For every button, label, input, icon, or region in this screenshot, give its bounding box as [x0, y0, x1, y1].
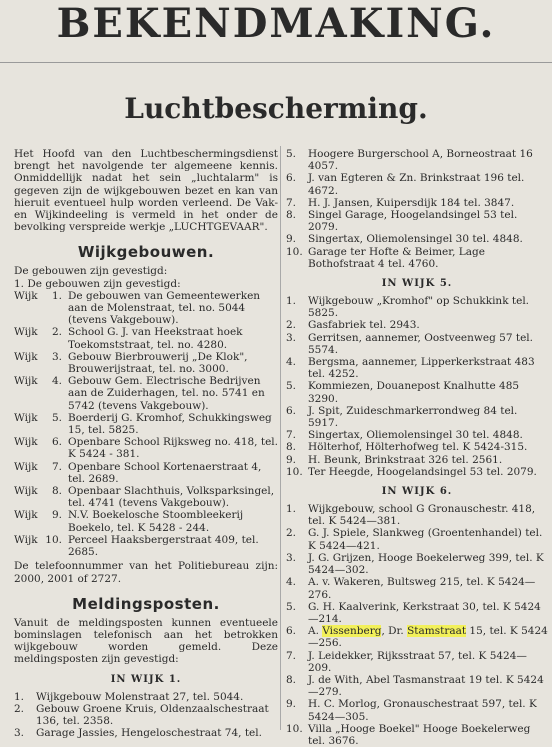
item-text: H. J. Jansen, Kuipersdijk 184 tel. 3847. — [308, 196, 515, 209]
wijk-label: Wijk — [14, 326, 38, 339]
item-text: Singel Garage, Hoogelandsingel 53 tel. 2079. — [308, 209, 518, 234]
item-number: 8. — [286, 673, 297, 686]
item-text: A. Vissenberg, Dr. Stamstraat 15, tel. K 5424—256. — [308, 625, 548, 650]
list-item — [286, 576, 548, 600]
list-item — [286, 503, 548, 527]
item-number: 10. — [286, 245, 303, 258]
item-text: Bergsma, aannemer, Lipperkerkstraat 483 tel. 4252. — [308, 356, 535, 381]
item-text: G. H. Kaalverink, Kerkstraat 30, tel. K 5424—214. — [308, 600, 541, 625]
list-item — [14, 351, 278, 375]
list-item — [286, 625, 548, 649]
item-number: 3. — [14, 727, 25, 740]
list-item — [286, 233, 548, 245]
list-item — [14, 375, 278, 412]
right-column — [286, 148, 548, 747]
item-text: Villa „Hooge Boekel" Hooge Boekelerweg tel. 3676. — [308, 722, 531, 747]
list-item — [14, 290, 278, 327]
meld-intro: Vanuit de meldingsposten kunnen eventueele bominslagen telefonisch aan het betrokken wijkgebouw worden gemeld. Deze meldingsposten zijn gevestigd: — [14, 616, 278, 666]
wijk-label: Wijk — [14, 485, 38, 498]
item-text: Hoogere Burgerschool A, Borneostraat 16 4057. — [308, 148, 533, 173]
item-text: Boerderij G. Kromhof, Schukkingsweg 15, tel. 5825. — [68, 411, 272, 437]
list-item — [286, 723, 548, 747]
list-item — [286, 674, 548, 698]
item-number: 8. — [286, 441, 297, 454]
item-number: 9. — [51, 509, 62, 522]
left-column — [14, 148, 278, 739]
item-text: Openbare School Kortenaerstraat 4, tel. 2689. — [68, 460, 262, 485]
list-item — [286, 429, 548, 441]
column-divider — [280, 146, 281, 730]
list-item — [14, 485, 278, 509]
wijk-label: Wijk — [14, 436, 38, 449]
wijk-intro: De gebouwen zijn gevestigd: — [14, 265, 168, 278]
item-text: School G. J. van Heekstraat hoek Toekomststraat, tel. no. 4280. — [68, 326, 243, 351]
item-text: H. Beunk, Brinkstraat 326 tel. 2561. — [308, 453, 503, 466]
item-number: 6. — [51, 436, 62, 449]
item-text: J. van Egteren & Zn. Brinkstraat 196 tel. 4672. — [308, 172, 525, 197]
list-item — [286, 601, 548, 625]
wijk5-list — [286, 295, 548, 478]
list-item — [286, 319, 548, 331]
list-item — [286, 172, 548, 196]
item-text: Wijkgebouw „Kromhof" op Schukkink tel. 5825. — [308, 295, 530, 320]
item-number: 7. — [286, 649, 297, 662]
in-wijk-6-heading: IN WIJK 6. — [381, 486, 453, 498]
list-item — [14, 509, 278, 533]
list-item — [286, 405, 548, 429]
item-number: 6. — [286, 172, 297, 185]
wijk-label: Wijk — [14, 509, 38, 522]
item-number: 2. — [286, 319, 297, 332]
item-number: 7. — [286, 196, 297, 209]
item-text: Openbare School Rijksweg no. 418, tel. K 5424 - 381. — [68, 436, 278, 461]
item-text: A. v. Wakeren, Bultsweg 215, tel. K 5424—276. — [308, 576, 536, 601]
wijk-label: Wijk — [14, 533, 38, 546]
wijk1-list — [14, 691, 278, 740]
telefoon-text: De telefoonnummer van het Politiebureau zijn: 2000, 2001 of 2727. — [14, 560, 278, 585]
item-text: Wijkgebouw Molenstraat 27, tel. 5044. — [36, 690, 244, 703]
item-number: 1. — [286, 503, 297, 516]
list-item — [286, 197, 548, 209]
item-number: 1. — [14, 690, 25, 703]
wijkgebouwen-heading: Wijkgebouwen. — [77, 243, 215, 262]
item-number: 3. — [286, 551, 297, 564]
wijk-label: Wijk — [14, 350, 38, 363]
in-wijk-5-heading: IN WIJK 5. — [381, 278, 453, 290]
list-item — [14, 436, 278, 460]
item-text: Ter Heegde, Hoogelandsingel 53 tel. 2079. — [308, 465, 537, 478]
item-text: H. C. Morlog, Gronauschestraat 597, tel. K 5424—305. — [308, 698, 537, 723]
wijk-intro-2: 1. De gebouwen zijn gevestigd: — [14, 277, 181, 290]
highlighted-name: Vissenberg — [322, 625, 382, 638]
item-number: 6. — [286, 404, 297, 417]
item-text: Hölterhof, Hölterhofweg tel. K 5424-315. — [308, 441, 528, 454]
item-number: 9. — [286, 698, 297, 711]
item-number: 2. — [14, 702, 25, 715]
list-item — [286, 295, 548, 319]
wijk-list — [14, 290, 278, 558]
item-number: 1. — [51, 289, 62, 302]
item-text: De gebouwen van Gemeentewerken aan de Molenstraat, tel. no. 5044 (tevens Vakgebouw). — [68, 289, 261, 327]
item-text: Garage Jassies, Hengeloschestraat 74, tel. — [36, 727, 262, 740]
item-text: Openbaar Slachthuis, Volksparksingel, tel. 4741 (tevens Vakgebouw). — [68, 485, 275, 510]
intro-text: Het Hoofd van den Luchtbeschermingsdienst brengt het navolgende ter algemeene kennis. Onmiddellijk nadat het sein „luchtalarm" is gegeven zijn de wijkgebouwen bezet en kan van hieruit eventueel hulp worden verleend. De Vak- en Wijkindeeling is vermeld in het onder de bevolking verspreide werkje „LUCHTGEVAAR". — [14, 148, 278, 234]
item-text: G. J. Spiele, Slankweg (Groentenhandel) tel. K 5424—421. — [308, 527, 543, 552]
wijk6-list — [286, 503, 548, 747]
list-item — [14, 461, 278, 485]
divider — [0, 62, 552, 63]
item-text: Gerritsen, aannemer, Oostveenweg 57 tel. 5574. — [308, 331, 533, 356]
list-item — [286, 650, 548, 674]
list-item — [286, 527, 548, 551]
item-number: 4. — [51, 375, 62, 388]
item-number: 10. — [286, 465, 303, 478]
item-text: Gebouw Groene Kruis, Oldenzaalschestraat 136, tel. 2358. — [36, 702, 269, 727]
list-item — [14, 412, 278, 436]
wijk-label: Wijk — [14, 411, 38, 424]
item-number: 5. — [286, 600, 297, 613]
item-number: 3. — [286, 331, 297, 344]
item-text: Wijkgebouw, school G Gronauschestr. 418, tel. K 5424—381. — [308, 503, 536, 528]
item-number: 10. — [45, 533, 62, 546]
item-number: 1. — [286, 295, 297, 308]
list-item — [286, 246, 548, 270]
item-text: J. de With, Abel Tasmanstraat 19 tel. K 5424—279. — [308, 673, 544, 699]
wijk-label: Wijk — [14, 375, 38, 388]
item-text: Gasfabriek tel. 2943. — [308, 319, 420, 332]
item-text: Perceel Haaksbergerstraat 409, tel. 2685. — [68, 533, 259, 559]
meldingsposten-heading: Meldingsposten. — [72, 594, 220, 613]
banner-heading: BEKENDMAKING. — [56, 0, 496, 47]
list-item — [286, 148, 548, 172]
item-number: 2. — [51, 326, 62, 339]
item-text: Kommiezen, Douanepost Knalhutte 485 3290. — [308, 380, 520, 405]
item-number: 5. — [286, 380, 297, 393]
item-number: 3. — [51, 350, 62, 363]
item-text: Garage ter Hofte & Beimer, Lage Bothofstraat 4 tel. 4760. — [308, 245, 485, 270]
item-number: 5. — [286, 148, 297, 160]
item-number: 9. — [286, 233, 297, 246]
list-item — [286, 441, 548, 453]
item-text: Gebouw Bierbrouwerij „De Klok", Brouwerijstraat, tel. no. 3000. — [68, 350, 248, 376]
item-number: 5. — [51, 411, 62, 424]
list-item — [286, 698, 548, 722]
item-text: J. Spit, Zuideschmarkerrondweg 84 tel. 5917. — [308, 404, 518, 430]
item-text: J. Leidekker, Rijksstraat 57, tel. K 5424—209. — [308, 649, 527, 674]
list-item — [286, 209, 548, 233]
item-text: Gebouw Gem. Electrische Bedrijven aan de Zuiderhagen, tel. no. 5741 en 5742 (tevens Vakgebouw). — [68, 375, 265, 412]
list-item — [286, 380, 548, 404]
item-number: 8. — [51, 485, 62, 498]
page-title: Luchtbescherming. — [124, 92, 428, 125]
highlighted-street: Stamstraat — [407, 625, 467, 638]
list-item — [14, 691, 278, 703]
list-item — [286, 466, 548, 478]
list-item — [286, 454, 548, 466]
item-text: Singertax, Oliemolensingel 30 tel. 4848. — [308, 233, 523, 246]
list-item — [14, 703, 278, 727]
item-text: N.V. Boekelosche Stoombleekerij Boekelo, tel. K 5428 - 244. — [68, 509, 244, 534]
wijk-label: Wijk — [14, 289, 38, 302]
item-number: 4. — [286, 576, 297, 589]
item-number: 2. — [286, 527, 297, 540]
item-number: 4. — [286, 356, 297, 369]
item-text: J. G. Grijzen, Hooge Boekelerweg 399, tel. K 5424—302. — [308, 551, 544, 577]
item-number: 7. — [286, 429, 297, 442]
item-number: 9. — [286, 453, 297, 466]
list-item — [14, 727, 278, 739]
item-number: 6. — [286, 625, 297, 638]
list-item — [286, 356, 548, 380]
wijk-label: Wijk — [14, 460, 38, 473]
list-item — [14, 326, 278, 350]
list-item — [286, 552, 548, 576]
list-item — [286, 332, 548, 356]
list-item — [14, 534, 278, 558]
item-text: Singertax, Oliemolensingel 30 tel. 4848. — [308, 429, 523, 442]
item-number: 8. — [286, 209, 297, 222]
wijk4-continued-list — [286, 148, 548, 270]
item-number: 10. — [286, 722, 303, 735]
item-number: 7. — [51, 460, 62, 473]
in-wijk-1-heading: IN WIJK 1. — [110, 673, 182, 685]
